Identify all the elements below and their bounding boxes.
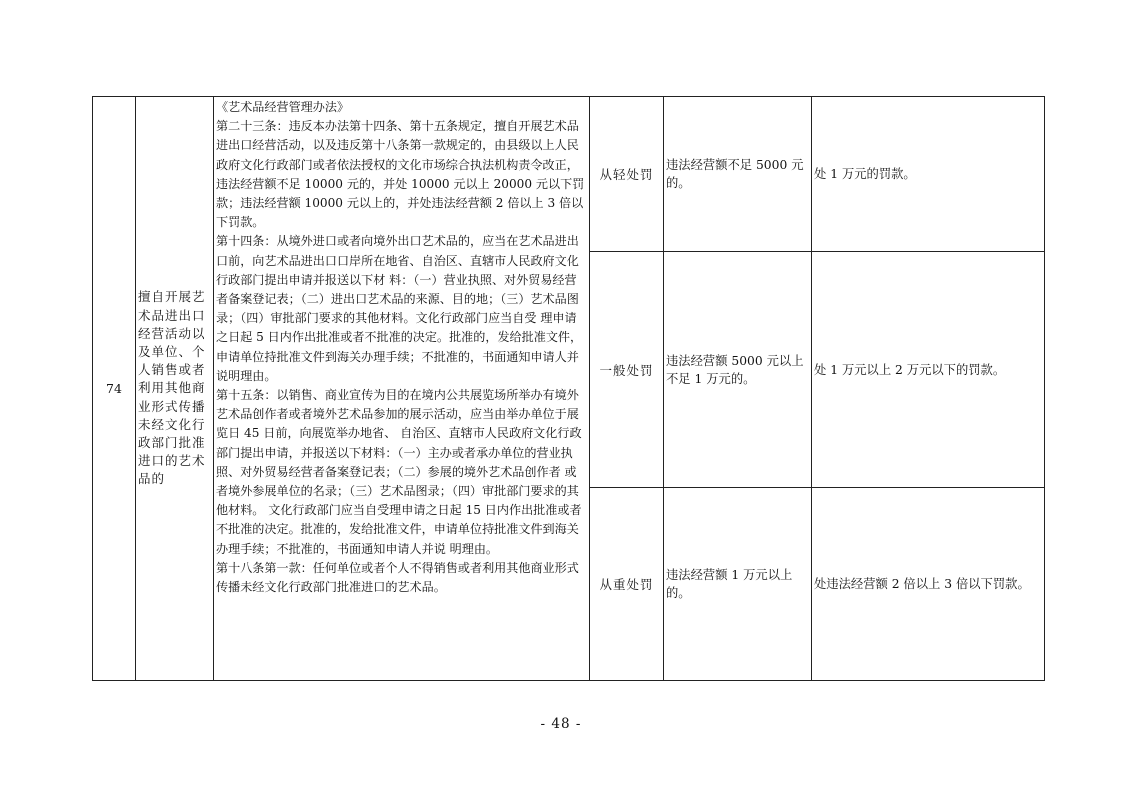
penalty-standard: 处 1 万元的罚款。 — [812, 97, 1045, 252]
penalty-level: 从重处罚 — [590, 488, 664, 681]
article-15: 第十五条：以销售、商业宣传为目的在境内公共展览场所举办有境外艺术品创作者或者境外艺术品参加的展示活动，应当由举办单位于展览日 45 日前，向展览举办地省、 自治区、直辖市人民政府文化行政部门提出申请，并报送以下材料：（一）主办或者承办单位的营业执照、对外贸易经营者备案登记表；（二）参展的境外艺术品创作者 或者境外参展单位的名录；（三）艺术品图录；（四）审批部门要求的其他材料。 文化行政部门应当自受理申请之日起 15 日内作出批准或者不批准的决定。批准的，发给批准文件，申请单位持批准文件到海关办理手续；不批准的，书面通知申请人并说 明理由。 — [216, 388, 582, 556]
penalty-standard: 处 1 万元以上 2 万元以下的罚款。 — [812, 252, 1045, 488]
row-number: 74 — [93, 97, 136, 681]
violation-behavior: 擅自开展艺术品进出口经营活动以及单位、个人销售或者利用其他商业形式传播未经文化行政部门批准进口的艺术品的 — [136, 97, 214, 681]
article-18-clause-1: 第十八条第一款：任何单位或者个人不得销售或者利用其他商业形式传播未经文化行政部门批准进口的艺术品。 — [216, 560, 579, 595]
legal-basis — [214, 97, 590, 681]
penalty-standard-table — [92, 96, 1045, 681]
law-title: 《艺术品经营管理办法》 — [216, 100, 350, 114]
violation-condition: 违法经营额 5000 元以上不足 1 万元的。 — [664, 252, 812, 488]
page-number: - 48 - — [540, 716, 582, 732]
penalty-level: 从轻处罚 — [590, 97, 664, 252]
article-23: 第二十三条：违反本办法第十四条、第十五条规定，擅自开展艺术品进出口经营活动，以及违反第十八条第一款规定的，由县级以上人民政府文化行政部门或者依法授权的文化市场综合执法机构责令改正，违法经营额不足 10000 元的，并处 10000 元以上 20000 元以下罚款；违法经营额 10000 元以上的，并处违法经营额 2 倍以上 3 倍以下罚款。 — [216, 119, 585, 230]
violation-condition: 违法经营额不足 5000 元的。 — [664, 97, 812, 252]
penalty-standard: 处违法经营额 2 倍以上 3 倍以下罚款。 — [812, 488, 1045, 681]
article-14: 第十四条：从境外进口或者向境外出口艺术品的，应当在艺术品进出口前，向艺术品进出口口岸所在地省、自治区、直辖市人民政府文化行政部门提出申请并报送以下材 料：（一）营业执照、对外贸易经营者备案登记表；（二）进出口艺术品的来源、目的地；（三）艺术品图录；（四）审批部门要求的其他材料。文化行政部门应当自受 理申请之日起 5 日内作出批准或者不批准的决定。批准的，发给批准文件，申请单位持批准文件到海关办理手续；不批准的，书面通知申请人并说明理由。 — [216, 234, 583, 383]
violation-condition: 违法经营额 1 万元以上的。 — [664, 488, 812, 681]
table-row — [93, 97, 1045, 252]
penalty-level: 一般处罚 — [590, 252, 664, 488]
